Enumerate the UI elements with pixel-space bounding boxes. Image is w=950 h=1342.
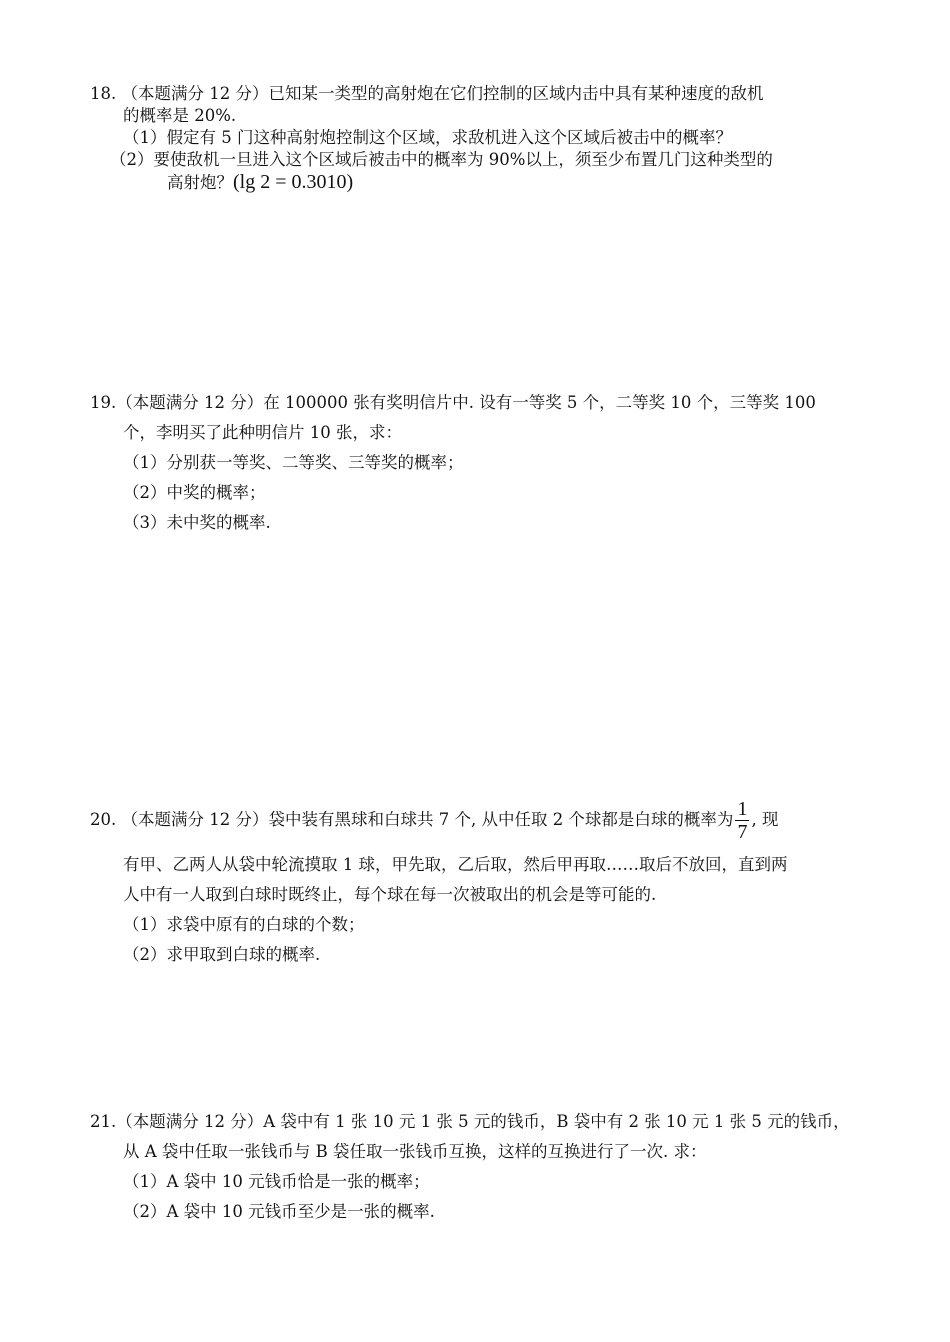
probability-fraction [735,798,749,843]
problem-18-hint: (lg 2 = 0.3010) [233,171,354,193]
problem-20-line-2: 有甲、乙两人从袋中轮流摸取 1 球，甲先取，乙后取，然后甲再取……取后不放回，直到两 [123,855,788,874]
problem-19 [90,388,870,538]
problem-18-line-1: 18. （本题满分 12 分）已知某一类型的高射炮在它们控制的区域内击中具有某种速度的敌机 [90,84,764,103]
problem-18-part-2-cont [90,171,870,194]
problem-20-part-2: （2）求甲取到白球的概率. [123,945,321,964]
fraction-numerator: 1 [737,797,748,820]
problem-21-part-1: （1）A 袋中 10 元钱币恰是一张的概率； [123,1172,430,1191]
problem-20 [90,790,870,970]
problem-19-part-1: （1）分别获一等奖、二等奖、三等奖的概率； [123,453,464,472]
problem-20-line-3: 人中有一人取到白球时既终止，每个球在每一次被取出的机会是等可能的. [123,885,657,904]
problem-20-line-1-end: , 现 [751,810,779,829]
problem-19-part-3: （3）未中奖的概率. [123,513,271,532]
problem-21-part-2: （2）A 袋中 10 元钱币至少是一张的概率. [123,1202,435,1221]
fraction-denominator: 7 [737,820,748,843]
problem-18-line-2: 的概率是 20%. [123,106,237,125]
problem-18-part-2-text: 高射炮？ [167,173,233,192]
problem-20-part-1: （1）求袋中原有的白球的个数； [123,915,365,934]
problem-21-line-1: 21.（本题满分 12 分）A 袋中有 1 张 10 元 1 张 5 元的钱币，B 袋中有 2 张 10 元 1 张 5 元的钱币， [90,1112,850,1131]
problem-18-part-1: （1）假定有 5 门这种高射炮控制这个区域，求敌机进入这个区域后被击中的概率？ [123,128,732,147]
problem-18 [90,83,870,194]
problem-20-line-1-text: 20. （本题满分 12 分）袋中装有黑球和白球共 7 个, 从中任取 2 个球都是白球的概率为 [90,810,734,829]
problem-19-line-1: 19.（本题满分 12 分）在 100000 张有奖明信片中. 设有一等奖 5 个，二等奖 10 个，三等奖 100 [90,393,816,412]
problem-21-line-2: 从 A 袋中任取一张钱币与 B 袋任取一张钱币互换，这样的互换进行了一次. 求： [123,1142,707,1161]
problem-20-line-1 [90,790,870,850]
problem-21 [90,1107,870,1227]
problem-19-part-2: （2）中奖的概率； [123,483,266,502]
problem-18-part-2: （2）要使敌机一旦进入这个区域后被击中的概率为 90%以上，须至少布置几门这种类型的 [110,150,773,169]
problem-19-line-2: 个，李明买了此种明信片 10 张，求： [123,423,402,442]
